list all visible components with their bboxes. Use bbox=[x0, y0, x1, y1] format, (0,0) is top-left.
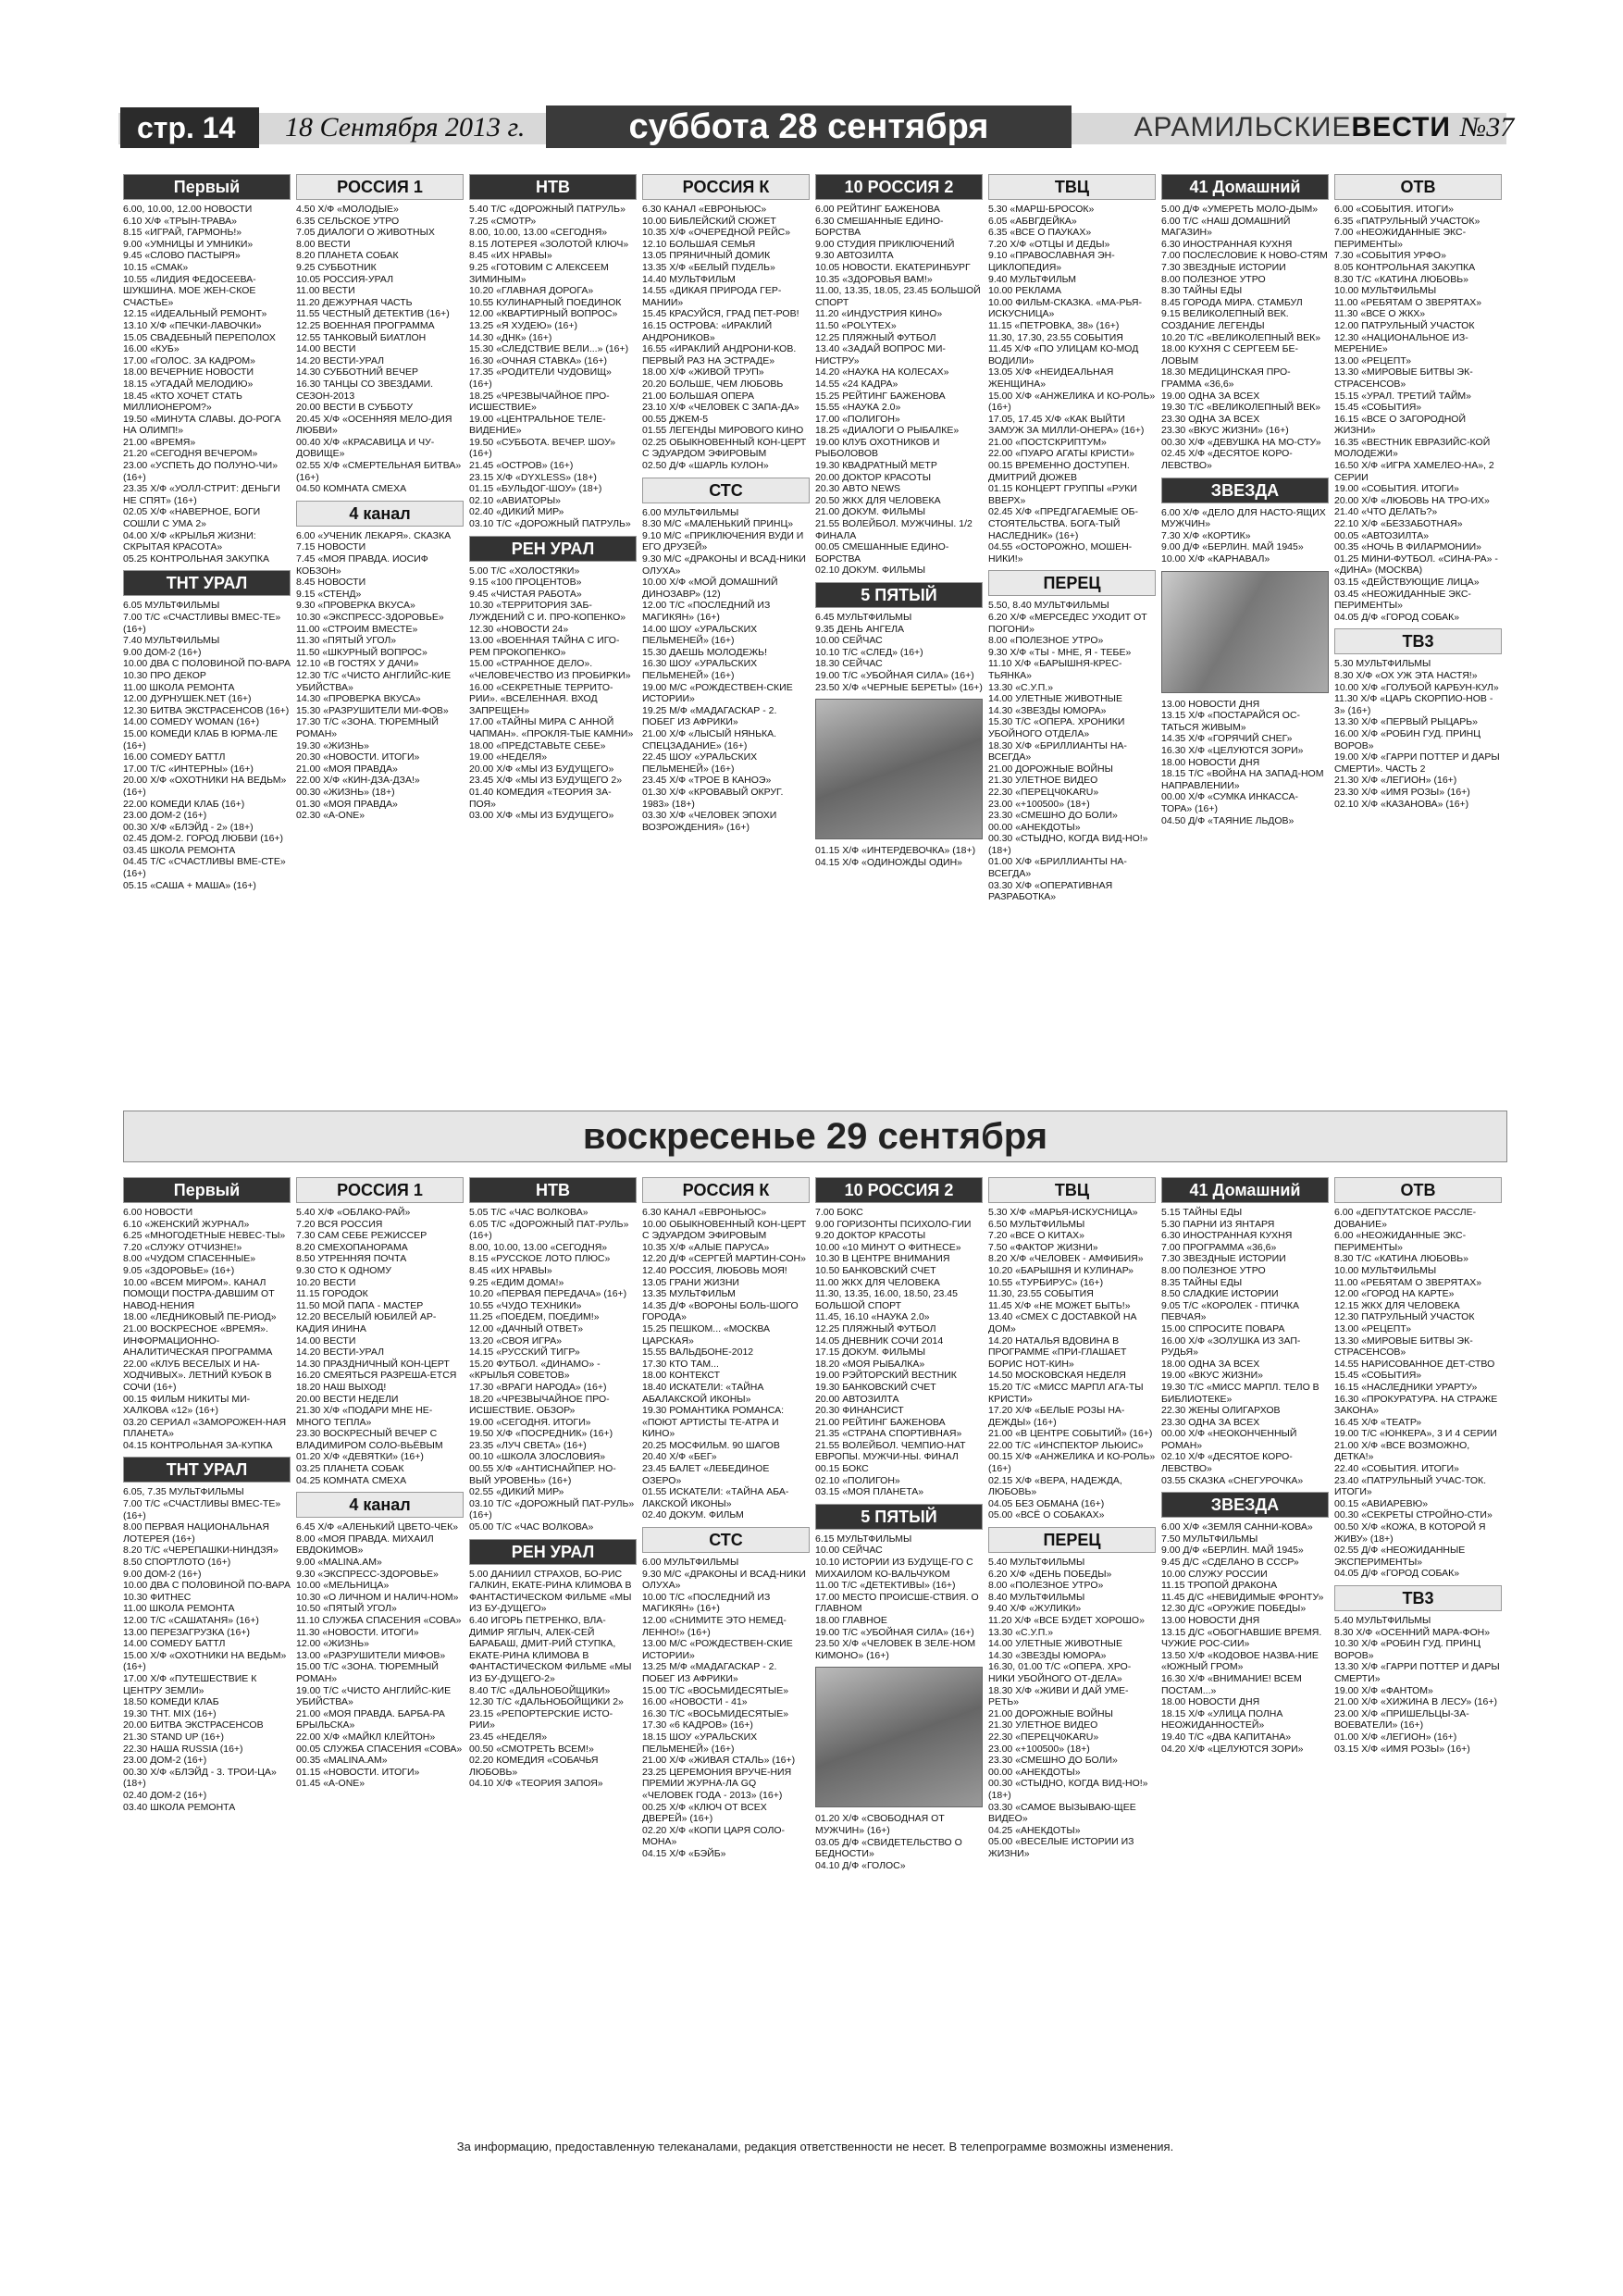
channel-block bbox=[123, 570, 291, 891]
channel-logo: ЗВЕЗДА bbox=[1161, 478, 1329, 503]
channel-block bbox=[469, 174, 637, 530]
channel-logo: ПЕРЕЦ bbox=[988, 570, 1156, 596]
channel-block bbox=[1161, 478, 1329, 827]
channel-block bbox=[469, 1177, 637, 1533]
channel-logo: НТВ bbox=[469, 1177, 637, 1203]
saturday-schedule bbox=[123, 174, 1507, 1099]
channel-block bbox=[1161, 1177, 1329, 1486]
channel-logo: ТВЦ bbox=[988, 174, 1156, 200]
channel-block bbox=[642, 174, 810, 472]
schedule-column bbox=[1161, 1177, 1329, 1760]
program-listing: 5.00 Д/Ф «УМЕРЕТЬ МОЛО-ДЫМ» 6.00 Т/С «НАШ ДОМАШНИЙ МАГАЗИН» 6.30 ИНОСТРАННАЯ КУХНЯ 7.00 ПОСЛЕСЛОВИЕ К НОВО-СТЯМ 7.30 ЗВЕЗДНЫЕ ИСТОРИИ 8.00 ПОЛЕЗНОЕ УТРО 8.30 ТАЙНЫ ЕДЫ 8.45 ГОРОДА МИРА. СТАМБУЛ 9.15 ВЕЛИКОЛЕПНЫЙ ВЕК. СОЗДАНИЕ ЛЕГЕНДЫ 10.20 Т/С «ВЕЛИКОЛЕПНЫЙ ВЕК» 18.00 КУХНЯ С СЕРГЕЕМ БЕ-ЛОВЫМ 18.30 МЕДИЦИНСКАЯ ПРО-ГРАММА «36,6» 19.00 ОДНА ЗА ВСЕХ 19.30 Т/С «ВЕЛИКОЛЕПНЫЙ ВЕК» 23.30 ОДНА ЗА ВСЕХ 23.30 «ВКУС ЖИЗНИ» (16+) 00.30 Х/Ф «ДЕВУШКА НА МО-СТУ» 02.45 Х/Ф «ДЕСЯТОЕ КОРО-ЛЕВСТВО» bbox=[1161, 204, 1328, 472]
sunday-title: воскресенье 29 сентября bbox=[123, 1111, 1507, 1162]
channel-block bbox=[469, 1539, 637, 1790]
schedule-column bbox=[815, 174, 983, 874]
channel-block bbox=[642, 1527, 810, 1859]
program-listing: 5.30 Х/Ф «МАРЬЯ-ИСКУСНИЦА» 6.50 МУЛЬТФИЛЬМЫ 7.20 «ВСЕ О КИТАХ» 7.50 «ФАКТОР ЖИЗНИ» 8.20 Х/Ф «ЧЕЛОВЕК - АМФИБИЯ» 10.20 «БАРЫШНЯ И КУЛИНАР» 10.55 «ТУРБИРУС» (16+) 11.30, 23.55 СОБЫТИЯ 11.45 Х/Ф «НЕ МОЖЕТ БЫТЬ!» 13.40 «СМЕХ С ДОСТАВКОЙ НА ДОМ» 14.20 НАТАЛЬЯ ВДОВИНА В ПРОГРАММЕ «ПРИ-ГЛАШАЕТ БОРИС НОТ-КИН» 14.50 МОСКОВСКАЯ НЕДЕЛЯ 15.20 Т/С «МИСС МАРПЛ АГА-ТЫ КРИСТИ» 17.20 Х/Ф «БЕЛЫЕ РОЗЫ НА-ДЕЖДЫ» (16+) 21.00 «В ЦЕНТРЕ СОБЫТИЙ» (16+) 22.00 Т/С «ИНСПЕКТОР ЛЬЮИС» 00.15 Х/Ф «АНЖЕЛИКА И КО-РОЛЬ» (16+) 02.15 Х/Ф «ВЕРА, НАДЕЖДА, ЛЮБОВЬ» 04.05 БЕЗ ОБМАНА (16+) 05.00 «ВСЁ О СОБАКАХ» bbox=[988, 1207, 1156, 1521]
program-listing: 6.00 «УЧЕНИК ЛЕКАРЯ». СКАЗКА 7.15 НОВОСТИ 7.45 «МОЯ ПРАВДА. ИОСИФ КОБЗОН» 8.45 НОВОСТИ 9.15 «СТЕНД» 9.30 «ПРОВЕРКА ВКУСА» 10.30 «ЭКСПРЕСС-ЗДОРОВЬЕ» 11.00 «СТРОИМ ВМЕСТЕ» 11.30 «ПЯТЫЙ УГОЛ» 11.50 «ШКУРНЫЙ ВОПРОС» 12.10 «В ГОСТЯХ У ДАЧИ» 12.30 Т/С «ЧИСТО АНГЛИЙС-КИЕ УБИЙСТВА» 14.30 «ПРОВЕРКА ВКУСА» 15.30 «РАЗРУШИТЕЛИ МИ-ФОВ» 17.30 Т/С «ЗОНА. ТЮРЕМНЫЙ РОМАН» 19.30 «ЖИЗНЬ» 20.30 «НОВОСТИ. ИТОГИ» 21.00 «МОЯ ПРАВДА» 22.00 Х/Ф «КИН-ДЗА-ДЗА!» 00.30 «ЖИЗНЬ» (18+) 01.30 «МОЯ ПРАВДА» 02.30 «А-ONE» bbox=[296, 529, 452, 822]
program-listing: 6.00 НОВОСТИ 6.10 «ЖЕНСКИЙ ЖУРНАЛ» 6.25 «МНОГОДЕТНЫЕ НЕВЕС-ТЫ» 7.20 «СЛУЖУ ОТЧИЗНЕ!» 8.00 «ЧУДОМ СПАСЕННЫЕ» 9.05 «ЗДОРОВЬЕ» (16+) 10.00 «ВСЕМ МИРОМ». КАНАЛ ПОМОЩИ ПОСТРА-ДАВШИМ ОТ НАВОД-НЕНИЯ 18.00 «ЛЕДНИКОВЫЙ ПЕ-РИОД» 21.00 ВОСКРЕСНОЕ «ВРЕМЯ». ИНФОРМАЦИОННО-АНАЛИТИЧЕСКАЯ ПРОГРАММА 22.00 «КЛУБ ВЕСЕЛЫХ И НА-ХОДЧИВЫХ». ЛЕТНИЙ КУБОК В СОЧИ (16+) 00.15 ФИЛЬМ НИКИТЫ МИ-ХАЛКОВА «12» (16+) 03.20 СЕРИАЛ «ЗАМОРОЖЕН-НАЯ ПЛАНЕТА» 04.15 КОНТРОЛЬНАЯ ЗА-КУПКА bbox=[123, 1207, 287, 1451]
channel-logo: 5 ПЯТЫЙ bbox=[815, 1504, 983, 1530]
issue-date: 18 Сентября 2013 г. bbox=[285, 112, 526, 143]
channel-logo: 4 канал bbox=[296, 1492, 464, 1518]
program-listing: 6.00 Х/Ф «ЗЕМЛЯ САННИ-КОВА» 7.50 МУЛЬТФИЛЬМЫ 9.00 Д/Ф «БЕРЛИН. МАЙ 1945» 9.45 Д/С «СДЕЛАНО В СССР» 10.00 СЛУЖУ РОССИИ 11.15 ТРОПОЙ ДРАКОНА 11.45 Д/С «НЕВИДИМЫЕ ФРОНТУ» 12.30 Д/С «ОРУЖИЕ ПОБЕДЫ» 13.00 НОВОСТИ ДНЯ 13.15 Д/С «ОБОГНАВШИЕ ВРЕМЯ. ЧУЖИЕ РОС-СИИ» 13.50 Х/Ф «КОДОВОЕ НАЗВА-НИЕ «ЮЖНЫЙ ГРОМ» 16.30 Х/Ф «ВНИМАНИЕ! ВСЕМ ПОСТАМ...» 18.00 НОВОСТИ ДНЯ 18.15 Х/Ф «УЛИЦА ПОЛНА НЕОЖИДАННОСТЕЙ» 19.40 Т/С «ДВА КАПИТАНА» 04.20 Х/Ф «ЦЕЛУЮТСЯ ЗОРИ» bbox=[1161, 1521, 1324, 1755]
program-listing: 7.00 БОКС 9.00 ГОРИЗОНТЫ ПСИХОЛО-ГИИ 9.20 ДОКТОР КРАСОТЫ 10.00 «10 МИНУТ О ФИТНЕСЕ» 10.30 В ЦЕНТРЕ ВНИМАНИЯ 10.50 БАНКОВСКИЙ СЧЕТ 11.00 ЖКХ ДЛЯ ЧЕЛОВЕКА 11.30, 13.35, 16.00, 18.50, 23.45 БОЛЬШОЙ СПОРТ 11.45, 16.10 «НАУКА 2.0» 12.25 ПЛЯЖНЫЙ ФУТБОЛ 14.05 ДНЕВНИК СОЧИ 2014 17.15 ДОКУМ. ФИЛЬМЫ 18.20 «МОЯ РЫБАЛКА» 19.00 РЭЙТОРСКИЙ ВЕСТНИК 19.30 БАНКОВСКИЙ СЧЕТ 20.00 АВТОЗИЛТА 20.30 ФИНАНСИСТ 21.00 РЕЙТИНГ БАЖЕНОВА 21.35 «СТРАНА СПОРТИВНАЯ» 21.55 ВОЛЕЙБОЛ. ЧЕМПИО-НАТ ЕВРОПЫ. МУЖЧИ-НЫ. ФИНАЛ 00.15 БОКС 02.10 «ПОЛИГОН» 03.15 «МОЯ ПЛАНЕТА» bbox=[815, 1207, 972, 1498]
program-listing: 5.40 Т/С «ДОРОЖНЫЙ ПАТРУЛЬ» 7.25 «СМОТР» 8.00, 10.00, 13.00 «СЕГОДНЯ» 8.15 ЛОТЕРЕЯ «ЗОЛОТОЙ КЛЮЧ» 8.45 «ИХ НРАВЫ» 9.25 «ГОТОВИМ С АЛЕКСЕЕМ ЗИМИНЫМ» 10.20 «ГЛАВНАЯ ДОРОГА» 10.55 КУЛИНАРНЫЙ ПОЕДИНОК 12.00 «КВАРТИРНЫЙ ВОПРОС» 13.25 «Я ХУДЕЮ» (16+) 14.30 «ДНК» (16+) 15.30 «СЛЕДСТВИЕ ВЕЛИ...» (16+) 16.30 «ОЧНАЯ СТАВКА» (16+) 17.35 «РОДИТЕЛИ ЧУДОВИЩ» (16+) 18.25 «ЧРЕЗВЫЧАЙНОЕ ПРО-ИСШЕСТВИЕ» 19.00 «ЦЕНТРАЛЬНОЕ ТЕЛЕ-ВИДЕНИЕ» 19.50 «СУББОТА. ВЕЧЕР. ШОУ» (16+) 21.45 «ОСТРОВ» (16+) 23.15 Х/Ф «DYXLESS» (18+) 01.15 «БУЛЬДОГ-ШОУ» (18+) 02.10 «АВИАТОРЫ» 02.40 «ДИКИЙ МИР» 03.10 Т/С «ДОРОЖНЫЙ ПАТРУЛЬ» bbox=[469, 204, 631, 530]
channel-logo: 5 ПЯТЫЙ bbox=[815, 582, 983, 608]
page-header bbox=[118, 105, 1515, 152]
program-listing: 6.00 «ДЕПУТАТСКОЕ РАССЛЕ-ДОВАНИЕ» 6.00 «НЕОЖИДАННЫЕ ЭКС-ПЕРИМЕНТЫ» 8.30 Т/С «КАТИНА ЛЮБОВЬ» 10.00 МУЛЬТФИЛЬМЫ 11.00 «РЕБЯТАМ О ЗВЕРЯТАХ» 12.00 «ГОРОД НА КАРТЕ» 12.15 ЖКХ ДЛЯ ЧЕЛОВЕКА 12.30 ПАТРУЛЬНЫЙ УЧАСТОК 13.00 «РЕЦЕПТ» 13.30 «МИРОВЫЕ БИТВЫ ЭК-СТРАСЕНСОВ» 14.55 НАРИСОВАННОЕ ДЕТ-СТВО 15.45 «СОБЫТИЯ» 16.15 «НАСЛЕДНИКИ УРАРТУ» 16.30 «ПРОКУРАТУРА. НА СТРАЖЕ ЗАКОНА» 16.45 Х/Ф «ТЕАТР» 19.00 Т/С «ЮНКЕРА», 3 И 4 СЕРИИ 21.00 Х/Ф «ВСЕ ВОЗМОЖНО, ДЕТКА!» 22.40 «СОБЫТИЯ. ИТОГИ» 23.40 «ПАТРУЛЬНЫЙ УЧАС-ТОК. ИТОГИ» 00.15 «АВИАРЕВЮ» 00.30 «СЕКРЕТЫ СТРОЙНО-СТИ» 00.50 Х/Ф «КОЖА, В КОТОРОЙ Я ЖИВУ» (18+) 02.55 Д/Ф «НЕОЖИДАННЫЕ ЭКСПЕРИМЕНТЫ» 04.05 Д/Ф «ГОРОД СОБАК» bbox=[1334, 1207, 1498, 1580]
channel-block bbox=[296, 1492, 464, 1790]
channel-logo: ПЕРЕЦ bbox=[988, 1527, 1156, 1553]
schedule-column bbox=[296, 1177, 464, 1795]
channel-block bbox=[1334, 1177, 1502, 1580]
channel-logo: ТНТ УРАЛ bbox=[123, 1457, 291, 1483]
schedule-column bbox=[642, 1177, 810, 1865]
channel-logo: СТС bbox=[642, 1527, 810, 1553]
program-listing: 6.00 «СОБЫТИЯ. ИТОГИ» 6.35 «ПАТРУЛЬНЫЙ УЧАСТОК» 7.00 «НЕОЖИДАННЫЕ ЭКС-ПЕРИМЕНТЫ» 7.30 «СОБЫТИЯ УРФО» 8.05 КОНТРОЛЬНАЯ ЗАКУПКА 8.30 Т/С «КАТИНА ЛЮБОВЬ» 10.00 МУЛЬТФИЛЬМЫ 11.00 «РЕБЯТАМ О ЗВЕРЯТАХ» 11.30 «ВСЕ О ЖКХ» 12.00 ПАТРУЛЬНЫЙ УЧАСТОК 12.30 «НАЦИОНАЛЬНОЕ ИЗ-МЕРЕНИЕ» 13.00 «РЕЦЕПТ» 13.30 «МИРОВЫЕ БИТВЫ ЭК-СТРАСЕНСОВ» 15.15 «УРАЛ. ТРЕТИЙ ТАЙМ» 15.45 «СОБЫТИЯ» 16.15 «ВСЕ О ЗАГОРОДНОЙ ЖИЗНИ» 16.35 «ВЕСТНИК ЕВРАЗИЙС-КОЙ МОЛОДЕЖИ» 16.50 Х/Ф «ИГРА ХАМЕЛЕО-НА», 2 СЕРИИ 19.00 «СОБЫТИЯ. ИТОГИ» 20.00 Х/Ф «ЛЮБОВЬ НА ТРО-ИХ» 21.40 «ЧТО ДЕЛАТЬ?» 22.10 Х/Ф «БЕЗЗАБОТНАЯ» 00.05 «АВТОЗИЛТА» 00.35 «НОЧЬ В ФИЛАРМОНИИ» 01.25 МИНИ-ФУТБОЛ. «СИНА-РА» - «ДИНА» (МОСКВА) 03.15 «ДЕЙСТВУЮЩИЕ ЛИЦА» 03.45 «НЕОЖИДАННЫЕ ЭКС-ПЕРИМЕНТЫ» 04.05 Д/Ф «ГОРОД СОБАК» bbox=[1334, 204, 1498, 623]
program-listing: 6.00 РЕЙТИНГ БАЖЕНОВА 6.30 СМЕШАННЫЕ ЕДИНО-БОРСТВА 9.00 СТУДИЯ ПРИКЛЮЧЕНИЙ 9.30 АВТОЗИЛТА 10.05 НОВОСТИ. ЕКАТЕРИНБУРГ 10.35 «ЗДОРОВЬЯ ВАМ!» 11.00, 13.35, 18.05, 23.45 БОЛЬШОЙ СПОРТ 11.20 «ИНДУСТРИЯ КИНО» 11.50 «POLYTEX» 12.25 ПЛЯЖНЫЙ ФУТБОЛ 13.40 «ЗАДАЙ ВОПРОС МИ-НИСТРУ» 14.20 «НАУКА НА КОЛЕСАХ» 14.55 «24 КАДРА» 15.25 РЕЙТИНГ БАЖЕНОВА 15.55 «НАУКА 2.0» 17.00 «ПОЛИГОН» 18.25 «ДИАЛОГИ О РЫБАЛКЕ» 19.00 КЛУБ ОХОТНИКОВ И РЫБОЛОВОВ 19.30 КВАДРАТНЫЙ МЕТР 20.00 ДОКТОР КРАСОТЫ 20.30 ABTO NEWS 20.50 ЖКХ ДЛЯ ЧЕЛОВЕКА 21.00 ДОКУМ. ФИЛЬМЫ 21.55 ВОЛЕЙБОЛ. МУЖЧИНЫ. 1/2 ФИНАЛА 00.05 СМЕШАННЫЕ ЕДИНО-БОРСТВА 02.10 ДОКУМ. ФИЛЬМЫ bbox=[815, 204, 981, 577]
channel-logo: ТВ3 bbox=[1334, 628, 1502, 654]
program-listing: 6.30 КАНАЛ «ЕВРОНЬЮС» 10.00 ОБЫКНОВЕННЫЙ КОН-ЦЕРТ С ЭДУАРДОМ ЭФИРОВЫМ 10.35 Х/Ф «АЛЫЕ ПАРУСА» 12.20 Д/Ф «СЕРГЕЙ МАРТИН-СОН» 12.40 РОССИЯ, ЛЮБОВЬ МОЯ! 13.05 ГРАНИ ЖИЗНИ 13.35 МУЛЬТФИЛЬМ 14.35 Д/Ф «ВОРОНЫ БОЛЬ-ШОГО ГОРОДА» 15.25 ПЕШКОМ... «МОСКВА ЦАРСКАЯ» 15.55 ВАЛЬДБОНЕ-2012 17.30 КТО ТАМ... 18.00 КОНТЕКСТ 18.40 ИСКАТЕЛИ: «ТАЙНА АБАЛАКСКОЙ ИКОНЫ» 19.30 РОМАНТИКА РОМАНСА: «ПОЮТ АРТИСТЫ ТЕ-АТРА И КИНО» 20.25 МОСФИЛЬМ. 90 ШАГОВ 20.40 Х/Ф «БЕГ» 23.45 БАЛЕТ «ЛЕБЕДИНОЕ ОЗЕРО» 01.55 ИСКАТЕЛИ: «ТАЙНА АБА-ЛАКСКОЙ ИКОНЫ» 02.40 ДОКУМ. ФИЛЬМ bbox=[642, 1207, 807, 1521]
channel-block bbox=[1161, 174, 1329, 472]
program-listing: 6.30 КАНАЛ «ЕВРОНЬЮС» 10.00 БИБЛЕЙСКИЙ СЮЖЕТ 10.35 Х/Ф «ОЧЕРЕДНОЙ РЕЙС» 12.10 БОЛЬШАЯ СЕМЬЯ 13.05 ПРЯНИЧНЫЙ ДОМИК 13.35 Х/Ф «БЕЛЫЙ ПУДЕЛЬ» 14.40 МУЛЬТФИЛЬМ 14.55 «ДИКАЯ ПРИРОДА ГЕР-МАНИИ» 15.45 КРАСУЙСЯ, ГРАД ПЕТ-РОВ! 16.15 ОСТРОВА: «ИРАКЛИЙ АНДРОНИКОВ» 16.55 «ИРАКЛИЙ АНДРОНИ-КОВ. ПЕРВЫЙ РАЗ НА ЭСТРАДЕ» 18.00 Х/Ф «ЖИВОЙ ТРУП» 20.20 БОЛЬШЕ, ЧЕМ ЛЮБОВЬ 21.00 БОЛЬШАЯ ОПЕРА 23.10 Х/Ф «ЧЕЛОВЕК С ЗАПА-ДА» 00.55 ДЖЕМ-5 01.55 ЛЕГЕНДЫ МИРОВОГО КИНО 02.25 ОБЫКНОВЕННЫЙ КОН-ЦЕРТ С ЭДУАРДОМ ЭФИРОВЫМ 02.50 Д/Ф «ШАРЛЬ КУЛОН» bbox=[642, 204, 807, 472]
schedule-column bbox=[815, 1177, 983, 1877]
channel-block bbox=[815, 174, 983, 577]
program-photo bbox=[815, 699, 983, 839]
schedule-column bbox=[469, 174, 637, 827]
channel-logo: 41 Домашний bbox=[1161, 1177, 1329, 1203]
schedule-column bbox=[988, 1177, 1156, 1865]
channel-block bbox=[469, 536, 637, 822]
channel-logo: ОТВ bbox=[1334, 1177, 1502, 1203]
program-listing: 5.40 МУЛЬТФИЛЬМЫ 8.30 Х/Ф «ОСЕННИЙ МАРА-ФОН» 10.30 Х/Ф «РОБИН ГУД. ПРИНЦ ВОРОВ» 13.30 Х/Ф «ГАРРИ ПОТТЕР И ДАРЫ СМЕРТИ» 19.00 Х/Ф «ФАНТОМ» 21.00 Х/Ф «ХИЖИНА В ЛЕСУ» (16+) 23.00 Х/Ф «ПРИШЕЛЬЦЫ-ЗА-ВОЕВАТЕЛИ» (16+) 01.00 Х/Ф «ЛЕГИОН» (16+) 03.15 Х/Ф «ИМЯ РОЗЫ» (16+) bbox=[1334, 1615, 1500, 1755]
channel-block bbox=[1161, 1492, 1329, 1755]
program-listing: 6.00 МУЛЬТФИЛЬМЫ 9.30 М/С «ДРАКОНЫ И ВСАД-НИКИ ОЛУХА» 10.00 Т/С «ПОСЛЕДНИЙ ИЗ МАГИКЯН» (16+) 12.00 «СНИМИТЕ ЭТО НЕМЕД-ЛЕННО!» (16+) 13.00 М/С «РОЖДЕСТВЕН-СКИЕ ИСТОРИИ» 13.25 М/Ф «МАДАГАСКАР - 2. ПОБЕГ ИЗ АФРИКИ» 15.00 Т/С «ВОСЬМИДЕСЯТЫЕ» 16.00 «НОВОСТИ - 41» 16.30 Т/С «ВОСЬМИДЕСЯТЫЕ» 17.30 «6 КАДРОВ» (16+) 18.15 ШОУ «УРАЛЬСКИХ ПЕЛЬМЕНЕЙ» (16+) 21.00 Х/Ф «ЖИВАЯ СТАЛЬ» (16+) 23.25 ЦЕРЕМОНИЯ ВРУЧЕ-НИЯ ПРЕМИИ ЖУРНА-ЛА GQ «ЧЕЛОВЕК ГОДА - 2013» (16+) 00.25 Х/Ф «КЛЮЧ ОТ ВСЕХ ДВЕРЕЙ» (16+) 02.20 Х/Ф «КОПИ ЦАРЯ СОЛО-МОНА» 04.15 Х/Ф «БЭЙБ» bbox=[642, 1557, 806, 1859]
channel-block bbox=[1334, 628, 1502, 810]
program-listing: 4.50 Х/Ф «МОЛОДЫЕ» 6.35 СЕЛЬСКОЕ УТРО 7.05 ДИАЛОГИ О ЖИВОТНЫХ 8.00 ВЕСТИ 8.20 ПЛАНЕТА СОБАК 9.25 СУББОТНИК 10.05 РОССИЯ-УРАЛ 11.00 ВЕСТИ 11.20 ДЕЖУРНАЯ ЧАСТЬ 11.55 ЧЕСТНЫЙ ДЕТЕКТИВ (16+) 12.25 ВОЕННАЯ ПРОГРАММА 12.55 ТАНКОВЫЙ БИАТЛОН 14.00 ВЕСТИ 14.20 ВЕСТИ-УРАЛ 14.30 СУББОТНИЙ ВЕЧЕР 16.30 ТАНЦЫ СО ЗВЕЗДАМИ. СЕЗОН-2013 20.00 ВЕСТИ В СУББОТУ 20.45 Х/Ф «ОСЕННЯЯ МЕЛО-ДИЯ ЛЮБВИ» 00.40 Х/Ф «КРАСАВИЦА И ЧУ-ДОВИЩЕ» 02.55 Х/Ф «СМЕРТЕЛЬНАЯ БИТВА» (16+) 04.50 КОМНАТА СМЕХА bbox=[296, 204, 462, 495]
newspaper-name-part1: АРАМИЛЬСКИЕ bbox=[1134, 112, 1352, 143]
channel-logo: ТНТ УРАЛ bbox=[123, 570, 291, 596]
issue-number: №37 bbox=[1460, 112, 1515, 143]
schedule-column bbox=[123, 174, 291, 897]
channel-logo: Первый bbox=[123, 174, 291, 200]
channel-block bbox=[296, 501, 464, 822]
program-listing: 5.00 Т/С «ХОЛОСТЯКИ» 9.15 «100 ПРОЦЕНТОВ» 9.45 «ЧИСТАЯ РАБОТА» 10.30 «ТЕРРИТОРИЯ ЗАБ-ЛУЖДЕНИЙ С И. ПРО-КОПЕНКО» 12.30 «НОВОСТИ 24» 13.00 «ВОЕННАЯ ТАЙНА С ИГО-РЕМ ПРОКОПЕНКО» 15.00 «СТРАННОЕ ДЕЛО». «ЧЕЛОВЕЧЕСТВО ИЗ ПРОБИРКИ» 16.00 «СЕКРЕТНЫЕ ТЕРРИТО-РИИ». «ВСЕЛЕННАЯ. ВХОД ЗАПРЕЩЕН» 17.00 «ТАЙНЫ МИРА С АННОЙ ЧАПМАН». «ПРОКЛЯ-ТЫЕ КАМНИ» 18.00 «ПРЕДСТАВЬТЕ СЕБЕ» 19.00 «НЕДЕЛЯ» 20.00 Х/Ф «МЫ ИЗ БУДУЩЕГО» 23.45 Х/Ф «МЫ ИЗ БУДУЩЕГО 2» 01.40 КОМЕДИЯ «ТЕОРИЯ ЗА-ПОЯ» 03.00 Х/Ф «МЫ ИЗ БУДУЩЕГО» bbox=[469, 565, 634, 822]
day-title: суббота 28 сентября bbox=[546, 105, 1072, 148]
sunday-schedule bbox=[123, 1177, 1507, 2126]
channel-logo: 41 Домашний bbox=[1161, 174, 1329, 200]
schedule-column bbox=[469, 1177, 637, 1795]
schedule-column bbox=[1334, 1177, 1502, 1760]
channel-block bbox=[123, 1177, 291, 1451]
channel-logo: 10 РОССИЯ 2 bbox=[815, 174, 983, 200]
program-listing: 6.05, 7.35 МУЛЬТФИЛЬМЫ 7.00 Т/С «СЧАСТЛИВЫ ВМЕС-ТЕ» (16+) 8.00 ПЕРВАЯ НАЦИОНАЛЬНАЯ ЛОТЕРЕЯ (16+) 8.20 Т/С «ЧЕРЕПАШКИ-НИНДЗЯ» 8.50 СПОРТЛОТО (16+) 9.00 ДОМ-2 (16+) 10.00 ДВА С ПОЛОВИНОЙ ПО-ВАРА 10.30 ФИТНЕС 11.00 ШКОЛА РЕМОНТА 12.00 Т/С «САШАТАНЯ» (16+) 13.00 ПЕРЕЗАГРУЗКА (16+) 14.00 COMEDY БАТТЛ 15.00 Х/Ф «ОХОТНИКИ НА ВЕДЬМ» (16+) 17.00 Х/Ф «ПУТЕШЕСТВИЕ К ЦЕНТРУ ЗЕМЛИ» 18.50 КОМЕДИ КЛАБ 19.30 ТНТ. MIX (16+) 20.00 БИТВА ЭКСТРАСЕНСОВ 21.30 STAND UP (16+) 22.30 НАША RUSSIA (16+) 23.00 ДОМ-2 (16+) 00.30 Х/Ф «БЛЭЙД - 3. ТРОИ-ЦА» (18+) 02.40 ДОМ-2 (16+) 03.40 ШКОЛА РЕМОНТА bbox=[123, 1486, 291, 1813]
channel-logo: ОТВ bbox=[1334, 174, 1502, 200]
program-listing: 5.40 Х/Ф «ОБЛАКО-РАЙ» 7.20 ВСЯ РОССИЯ 7.30 САМ СЕБЕ РЕЖИССЕР 8.20 СМЕХОПАНОРАМА 8.50 УТРЕННЯЯ ПОЧТА 9.30 СТО К ОДНОМУ 10.20 ВЕСТИ 11.15 ГОРОДОК 11.50 МОЙ ПАПА - МАСТЕР 12.20 ВЕСЕЛЫЙ ЮБИЛЕЙ АР-КАДИЯ ИНИНА 14.00 ВЕСТИ 14.20 ВЕСТИ-УРАЛ 14.30 ПРАЗДНИЧНЫЙ КОН-ЦЕРТ 16.20 СМЕЯТЬСЯ РАЗРЕША-ЕТСЯ 18.20 НАШ ВЫХОД! 20.00 ВЕСТИ НЕДЕЛИ 21.30 Х/Ф «ПОДАРИ МНЕ НЕ-МНОГО ТЕПЛА» 23.30 ВОСКРЕСНЫЙ ВЕЧЕР С ВЛАДИМИРОМ СОЛО-ВЬЁВЫМ 01.20 Х/Ф «ДЕВЯТКИ» (16+) 03.25 ПЛАНЕТА СОБАК 04.25 КОМНАТА СМЕХА bbox=[296, 1207, 457, 1486]
program-listing: 6.00, 10.00, 12.00 НОВОСТИ 6.10 Х/Ф «ТРЫН-ТРАВА» 8.15 «ИГРАЙ, ГАРМОНЬ!» 9.00 «УМНИЦЫ И УМНИКИ» 9.45 «СЛОВО ПАСТЫРЯ» 10.15 «СМАК» 10.55 «ЛИДИЯ ФЕДОСЕЕВА-ШУКШИНА. МОЕ ЖЕН-СКОЕ СЧАСТЬЕ» 12.15 «ИДЕАЛЬНЫЙ РЕМОНТ» 13.10 Х/Ф «ПЕЧКИ-ЛАВОЧКИ» 15.05 СВАДЕБНЫЙ ПЕРЕПОЛОХ 16.00 «КУБ» 17.00 «ГОЛОС. ЗА КАДРОМ» 18.00 ВЕЧЕРНИЕ НОВОСТИ 18.15 «УГАДАЙ МЕЛОДИЮ» 18.45 «КТО ХОЧЕТ СТАТЬ МИЛЛИОНЕРОМ?» 19.50 «МИНУТА СЛАВЫ. ДО-РОГА НА ОЛИМП!» 21.00 «ВРЕМЯ» 21.20 «СЕГОДНЯ ВЕЧЕРОМ» 23.00 «УСПЕТЬ ДО ПОЛУНО-ЧИ» (16+) 23.35 Х/Ф «УОЛЛ-СТРИТ: ДЕНЬГИ НЕ СПЯТ» (16+) 02.05 Х/Ф «НАВЕРНОЕ, БОГИ СОШЛИ С УМА 2» 04.00 Х/Ф «КРЫЛЬЯ ЖИЗНИ: СКРЫТАЯ КРАСОТА» 05.25 КОНТРОЛЬНАЯ ЗАКУПКА bbox=[123, 204, 281, 565]
schedule-column bbox=[988, 174, 1156, 909]
channel-block bbox=[988, 1177, 1156, 1521]
footer-disclaimer: За информацию, предоставленную телеканалами, редакция ответственности не несет. В телепрограмме возможны изменения. bbox=[456, 2140, 1174, 2153]
channel-block bbox=[815, 1504, 983, 1872]
channel-block bbox=[815, 582, 983, 868]
channel-block bbox=[123, 1457, 291, 1813]
program-listing: 5.30 «МАРШ-БРОСОК» 6.05 «АБВГДЕЙКА» 6.35 «ВСЕ О ПАУКАХ» 7.20 Х/Ф «ОТЦЫ И ДЕДЫ» 9.10 «ПРАВОСЛАВНАЯ ЭН-ЦИКЛОПЕДИЯ» 9.40 МУЛЬТФИЛЬМ 10.00 РЕКЛАМА 10.00 ФИЛЬМ-СКАЗКА. «МА-РЬЯ-ИСКУСНИЦА» 11.15 «ПЕТРОВКА, 38» (16+) 11.30, 17.30, 23.55 СОБЫТИЯ 11.45 Х/Ф «ПО УЛИЦАМ КО-МОД ВОДИЛИ» 13.05 Х/Ф «НЕИДЕАЛЬНАЯ ЖЕНЩИНА» 15.00 Х/Ф «АНЖЕЛИКА И КО-РОЛЬ» (16+) 17.05, 17.45 Х/Ф «КАК ВЫЙТИ ЗАМУЖ ЗА МИЛЛИ-ОНЕРА» (16+) 21.00 «ПОСТСКРИПТУМ» 22.00 «ПУАРО АГАТЫ КРИСТИ» 00.15 ВРЕМЕННО ДОСТУПЕН. ДМИТРИЙ ДЮЖЕВ 01.15 КОНЦЕРТ ГРУППЫ «РУКИ ВВЕРХ» 02.45 Х/Ф «ПРЕДГАГАЕМЫЕ ОБ-СТОЯТЕЛЬСТВА. БОГА-ТЫЙ НАСЛЕДНИК» (16+) 04.55 «ОСТОРОЖНО, МОШЕН-НИКИ!» bbox=[988, 204, 1156, 565]
channel-logo: РЕН УРАЛ bbox=[469, 536, 637, 562]
program-listing: 5.15 ТАЙНЫ ЕДЫ 5.30 ПАРНИ ИЗ ЯНТАРЯ 6.30 ИНОСТРАННАЯ КУХНЯ 7.00 ПРОГРАММА «36,6» 7.30 ЗВЕЗДНЫЕ ИСТОРИИ 8.00 ПОЛЕЗНОЕ УТРО 8.35 ТАЙНЫ ЕДЫ 8.50 СЛАДКИЕ ИСТОРИИ 9.05 Т/С «КОРОЛЕК - ПТИЧКА ПЕВЧАЯ» 15.00 СПРОСИТЕ ПОВАРА 16.00 Х/Ф «ЗОЛУШКА ИЗ ЗАП-РУДЬЯ» 18.00 ОДНА ЗА ВСЕХ 19.00 «ВКУС ЖИЗНИ» 19.30 Т/С «МИСС МАРПЛ. ТЕЛО В БИБЛИОТЕКЕ» 22.30 ЖЕНЫ ОЛИГАРХОВ 23.30 ОДНА ЗА ВСЕХ 00.00 Х/Ф «НЕОКОНЧЕННЫЙ РОМАН» 02.10 Х/Ф «ДЕСЯТОЕ КОРО-ЛЕВСТВО» 03.55 СКАЗКА «СНЕГУРОЧКА» bbox=[1161, 1207, 1319, 1486]
channel-block bbox=[296, 1177, 464, 1486]
program-listing: 6.15 МУЛЬТФИЛЬМЫ 10.00 СЕЙЧАС 10.10 ИСТОРИИ ИЗ БУДУЩЕ-ГО С МИХАИЛОМ КО-ВАЛЬЧУКОМ 11.00 Т/С «ДЕТЕКТИВЫ» (16+) 17.00 МЕСТО ПРОИСШЕ-СТВИЯ. О ГЛАВНОМ 18.00 ГЛАВНОЕ 19.00 Т/С «УБОЙНАЯ СИЛА» (16+) 23.50 Х/Ф «ЧЕЛОВЕК В ЗЕЛЕ-НОМ КИМОНО» (16+) bbox=[815, 1533, 979, 1661]
channel-logo: РОССИЯ 1 bbox=[296, 1177, 464, 1203]
channel-logo: РОССИЯ К bbox=[642, 1177, 810, 1203]
program-listing: 5.30 МУЛЬТФИЛЬМЫ 8.30 Х/Ф «ОХ УЖ ЭТА НАСТЯ!» 10.00 Х/Ф «ГОЛУБОЙ КАРБУН-КУЛ» 11.30 Х/Ф «ЦАРЬ СКОРПИО-НОВ - 3» (16+) 13.30 Х/Ф «ПЕРВЫЙ РЫЦАРЬ» 16.00 Х/Ф «РОБИН ГУД. ПРИНЦ ВОРОВ» 19.00 Х/Ф «ГАРРИ ПОТТЕР И ДАРЫ СМЕРТИ». ЧАСТЬ 2 21.30 Х/Ф «ЛЕГИОН» (16+) 23.30 Х/Ф «ИМЯ РОЗЫ» (16+) 02.10 Х/Ф «КАЗАНОВА» (16+) bbox=[1334, 658, 1500, 810]
schedule-column bbox=[1334, 174, 1502, 815]
program-photo bbox=[815, 1667, 983, 1807]
channel-block bbox=[642, 478, 810, 834]
schedule-column bbox=[642, 174, 810, 838]
channel-logo: Первый bbox=[123, 1177, 291, 1203]
channel-block bbox=[988, 174, 1156, 565]
channel-logo: РОССИЯ 1 bbox=[296, 174, 464, 200]
program-listing: 6.05 МУЛЬТФИЛЬМЫ 7.00 Т/С «СЧАСТЛИВЫ ВМЕС-ТЕ» (16+) 7.40 МУЛЬТФИЛЬМЫ 9.00 ДОМ-2 (16+) 10.00 ДВА С ПОЛОВИНОЙ ПО-ВАРА 10.30 ПРО ДЕКОР 11.00 ШКОЛА РЕМОНТА 12.00 ДУРНУШЕК.NET (16+) 12.30 БИТВА ЭКСТРАСЕНСОВ (16+) 14.00 COMEDY WOMAN (16+) 15.00 КОМЕДИ КЛАБ В ЮРМА-ЛЕ (16+) 16.00 COMEDY БАТТЛ 17.00 Т/С «ИНТЕРНЫ» (16+) 20.00 Х/Ф «ОХОТНИКИ НА ВЕДЬМ» (16+) 22.00 КОМЕДИ КЛАБ (16+) 23.00 ДОМ-2 (16+) 00.30 Х/Ф «БЛЭЙД - 2» (18+) 02.45 ДОМ-2. ГОРОД ЛЮБВИ (16+) 03.45 ШКОЛА РЕМОНТА 04.45 Т/С «СЧАСТЛИВЫ ВМЕ-СТЕ» (16+) 05.15 «САША + МАША» (16+) bbox=[123, 600, 291, 891]
program-listing-continued: 01.15 Х/Ф «ИНТЕРДЕВОЧКА» (18+) 04.15 Х/Ф «ОДИНОЖДЫ ОДИН» bbox=[815, 845, 976, 868]
program-listing: 6.00 МУЛЬТФИЛЬМЫ 8.30 М/С «МАЛЕНЬКИЙ ПРИНЦ» 9.10 М/С «ПРИКЛЮЧЕНИЯ ВУДИ И ЕГО ДРУЗЕЙ» 9.30 М/С «ДРАКОНЫ И ВСАД-НИКИ ОЛУХА» 10.00 Х/Ф «МОЙ ДОМАШНИЙ ДИНОЗАВР» (12) 12.00 Т/С «ПОСЛЕДНИЙ ИЗ МАГИКЯН» (16+) 14.00 ШОУ «УРАЛЬСКИХ ПЕЛЬМЕНЕЙ» (16+) 15.30 ДАЕШЬ МОЛОДЕЖЬ! 16.30 ШОУ «УРАЛЬСКИХ ПЕЛЬМЕНЕЙ» (16+) 19.00 М/С «РОЖДЕСТВЕН-СКИЕ ИСТОРИИ» 19.25 М/Ф «МАДАГАСКАР - 2. ПОБЕГ ИЗ АФРИКИ» 21.00 Х/Ф «ЛЫСЫЙ НЯНЬКА. СПЕЦЗАДАНИЕ» (16+) 22.45 ШОУ «УРАЛЬСКИХ ПЕЛЬМЕНЕЙ» (16+) 23.45 Х/Ф «ТРОЕ В КАНОЭ» 01.30 Х/Ф «КРОВАВЫЙ ОКРУГ. 1983» (18+) 03.30 Х/Ф «ЧЕЛОВЕК ЭПОХИ ВОЗРОЖДЕНИЯ» (16+) bbox=[642, 506, 806, 833]
program-photo bbox=[1161, 571, 1329, 693]
schedule-column bbox=[296, 174, 464, 827]
channel-block bbox=[988, 570, 1156, 902]
program-listing: 5.00 ДАНИИЛ СТРАХОВ, БО-РИС ГАЛКИН, ЕКАТЕ-РИНА КЛИМОВА В ФАНТАСТИЧЕСКОМ ФИЛЬМЕ «МЫ ИЗ БУ-ДУЩЕГО» 6.40 ИГОРЬ ПЕТРЕНКО, ВЛА-ДИМИР ЯГЛЫЧ, АЛЕК-СЕЙ БАРАБАШ, ДМИТ-РИЙ СТУПКА, ЕКАТЕ-РИНА КЛИМОВА В ФАНТАСТИЧЕСКОМ ФИЛЬМЕ «МЫ ИЗ БУ-ДУЩЕГО-2» 8.40 Т/С «ДАЛЬНОБОЙЩИКИ» 12.30 Т/С «ДАЛЬНОБОЙЩИКИ 2» 23.15 «РЕПОРТЕРСКИЕ ИСТО-РИИ» 23.45 «НЕДЕЛЯ» 00.50 «СМОТРЕТЬ ВСЕМ!» 02.20 КОМЕДИЯ «СОБАЧЬЯ ЛЮБОВЬ» 04.10 Х/Ф «ТЕОРИЯ ЗАПОЯ» bbox=[469, 1568, 632, 1790]
program-listing: 6.45 МУЛЬТФИЛЬМЫ 9.35 ДЕНЬ АНГЕЛА 10.00 СЕЙЧАС 10.10 Т/С «СЛЕД» (16+) 18.30 СЕЙЧАС 19.00 Т/С «УБОЙНАЯ СИЛА» (16+) 23.50 Х/Ф «ЧЕРНЫЕ БЕРЕТЫ» (16+) bbox=[815, 612, 983, 693]
newspaper-name-part2: ВЕСТИ bbox=[1351, 112, 1451, 143]
channel-logo: ТВ3 bbox=[1334, 1585, 1502, 1611]
newspaper-name bbox=[1090, 109, 1451, 146]
channel-logo: ТВЦ bbox=[988, 1177, 1156, 1203]
channel-logo: НТВ bbox=[469, 174, 637, 200]
program-listing: 5.50, 8.40 МУЛЬТФИЛЬМЫ 6.20 Х/Ф «МЕРСЕДЕС УХОДИТ ОТ ПОГОНИ» 8.00 «ПОЛЕЗНОЕ УТРО» 9.30 Х/Ф «ТЫ - МНЕ, Я - ТЕБЕ» 11.10 Х/Ф «БАРЫШНЯ-КРЕС-ТЬЯНКА» 13.30 «С.У.П.» 14.00 УЛЕТНЫЕ ЖИВОТНЫЕ 14.30 «ЗВЕЗДЫ ЮМОРА» 15.30 Т/С «ОПЕРА. ХРОНИКИ УБОЙНОГО ОТДЕЛА» 18.30 Х/Ф «БРИЛЛИАНТЫ НА-ВСЕГДА» 21.00 ДОРОЖНЫЕ ВОЙНЫ 21.30 УЛЕТНОЕ ВИДЕО 22.30 «ПЕРЕЦЧ0KARU» 23.00 «+100500» (18+) 23.30 «СМЕШНО ДО БОЛИ» 00.00 «АНЕКДОТЫ» 00.30 «СТЫДНО, КОГДА ВИД-НО!» (18+) 01.00 Х/Ф «БРИЛЛИАНТЫ НА-ВСЕГДА» 03.30 Х/Ф «ОПЕРАТИВНАЯ РАЗРАБОТКА» bbox=[988, 600, 1148, 903]
channel-logo: РЕН УРАЛ bbox=[469, 1539, 637, 1565]
channel-logo: ЗВЕЗДА bbox=[1161, 1492, 1329, 1518]
channel-block bbox=[1334, 174, 1502, 623]
channel-block bbox=[815, 1177, 983, 1498]
program-listing: 6.00 Х/Ф «ДЕЛО ДЛЯ НАСТО-ЯЩИХ МУЖЧИН» 7.30 Х/Ф «КОРТИК» 9.00 Д/Ф «БЕРЛИН. МАЙ 1945» 10.00 Х/Ф «КАРНАВАЛ» bbox=[1161, 506, 1326, 565]
channel-block bbox=[642, 1177, 810, 1521]
program-listing: 5.05 Т/С «ЧАС ВОЛКОВА» 6.05 Т/С «ДОРОЖНЫЙ ПАТ-РУЛЬ» (16+) 8.00, 10.00, 13.00 «СЕГОДНЯ» 8.15 «РУССКОЕ ЛОТО ПЛЮС» 8.45 «ИХ НРАВЫ» 9.25 «ЕДИМ ДОМА!» 10.20 «ПЕРВАЯ ПЕРЕДАЧА» (16+) 10.55 «ЧУДО ТЕХНИКИ» 11.25 «ПОЕДЕМ, ПОЕДИМ!» 12.00 «ДАЧНЫЙ ОТВЕТ» 13.20 «СВОЯ ИГРА» 14.15 «РУССКИЙ ТИГР» 15.20 ФУТБОЛ. «ДИНАМО» - «КРЫЛЬЯ СОВЕТОВ» 17.30 «ВРАГИ НАРОДА» (16+) 18.20 «ЧРЕЗВЫЧАЙНОЕ ПРО-ИСШЕСТВИЕ. ОБЗОР» 19.00 «СЕГОДНЯ. ИТОГИ» 19.50 Х/Ф «ПОСРЕДНИК» (16+) 23.35 «ЛУЧ СВЕТА» (16+) 00.10 «ШКОЛА ЗЛОСЛОВИЯ» 00.55 Х/Ф «АНТИСНАЙПЕР. НО-ВЫЙ УРОВЕНЬ» (16+) 02.55 «ДИКИЙ МИР» 03.10 Т/С «ДОРОЖНЫЙ ПАТ-РУЛЬ» (16+) 05.00 Т/С «ЧАС ВОЛКОВА» bbox=[469, 1207, 635, 1533]
channel-logo: СТС bbox=[642, 478, 810, 503]
program-listing-continued: 01.20 Х/Ф «СВОБОДНАЯ ОТ МУЖЧИН» (16+) 03.05 Д/Ф «СВИДЕТЕЛЬСТВО О БЕДНОСТИ» 04.10 Д/Ф «ГОЛОС» bbox=[815, 1813, 962, 1871]
page-number: стр. 14 bbox=[120, 107, 259, 148]
channel-logo: 10 РОССИЯ 2 bbox=[815, 1177, 983, 1203]
program-listing: 6.45 Х/Ф «АЛЕНЬКИЙ ЦВЕТО-ЧЕК» 8.00 «МОЯ ПРАВДА. МИХАИЛ ЕВДОКИМОВ» 9.00 «MALINA.AM» 9.30 «ЭКСПРЕСС-ЗДОРОВЬЕ» 10.00 «МЕЛЬНИЦА» 10.30 «О ЛИЧНОМ И НАЛИЧ-НОМ» 10.50 «ПЯТЫЙ УГОЛ» 11.10 СЛУЖБА СПАСЕНИЯ «СОВА» 11.30 «НОВОСТИ. ИТОГИ» 12.00 «ЖИЗНЬ» 13.00 «РАЗРУШИТЕЛИ МИФОВ» 15.00 Т/С «ЗОНА. ТЮРЕМНЫЙ РОМАН» 19.00 Т/С «ЧИСТО АНГЛИЙС-КИЕ УБИЙСТВА» 21.00 «МОЯ ПРАВДА. БАРБА-РА БРЫЛЬСКА» 22.00 Х/Ф «МАЙКЛ КЛЕЙТОН» 00.05 СЛУЖБА СПАСЕНИЯ «СОВА» 00.35 «MALINA.AM» 01.15 «НОВОСТИ. ИТОГИ» 01.45 «А-ONE» bbox=[296, 1521, 463, 1790]
channel-block bbox=[1334, 1585, 1502, 1755]
channel-block bbox=[123, 174, 291, 565]
program-listing-continued: 13.00 НОВОСТИ ДНЯ 13.15 Х/Ф «ПОСТАРАЙСЯ ОС-ТАТЬСЯ ЖИВЫМ» 14.35 Х/Ф «ГОРЯЧИЙ СНЕГ» 16.30 Х/Ф «ЦЕЛУЮТСЯ ЗОРИ» 18.00 НОВОСТИ ДНЯ 18.15 Т/С «ВОЙНА НА ЗАПАД-НОМ НАПРАВЛЕНИИ» 00.00 Х/Ф «СУМКА ИНКАССА-ТОРА» (16+) 04.50 Д/Ф «ТАЯНИЕ ЛЬДОВ» bbox=[1161, 698, 1324, 826]
schedule-column bbox=[1161, 174, 1329, 832]
program-listing: 5.40 МУЛЬТФИЛЬМЫ 6.20 Х/Ф «ДЕНЬ ПОБЕДЫ» 8.00 «ПОЛЕЗНОЕ УТРО» 8.40 МУЛЬТФИЛЬМЫ 9.40 Х/Ф «ЖУЛИКИ» 11.20 Х/Ф «ВСЕ БУДЕТ ХОРОШО» 13.30 «С.У.П.» 14.00 УЛЕТНЫЕ ЖИВОТНЫЕ 14.30 «ЗВЕЗДЫ ЮМОРА» 16.30, 01.00 Т/С «ОПЕРА. ХРО-НИКИ УБОЙНОГО ОТ-ДЕЛА» 18.30 Х/Ф «ЖИВИ И ДАЙ УМЕ-РЕТЬ» 21.00 ДОРОЖНЫЕ ВОЙНЫ 21.30 УЛЕТНОЕ ВИДЕО 22.30 «ПЕРЕЦЧ0KARU» 23.00 «+100500» (18+) 23.30 «СМЕШНО ДО БОЛИ» 00.00 «АНЕКДОТЫ» 00.30 «СТЫДНО, КОГДА ВИД-НО!» (18+) 03.30 «САМОЕ ВЫЗЫВАЮ-ЩЕЕ ВИДЕО» 04.25 «АНЕКДОТЫ» 05.00 «ВЕСЕЛЫЕ ИСТОРИИ ИЗ ЖИЗНИ» bbox=[988, 1557, 1148, 1859]
channel-logo: РОССИЯ К bbox=[642, 174, 810, 200]
channel-block bbox=[988, 1527, 1156, 1859]
channel-block bbox=[296, 174, 464, 495]
channel-logo: 4 канал bbox=[296, 501, 464, 527]
schedule-column bbox=[123, 1177, 291, 1818]
